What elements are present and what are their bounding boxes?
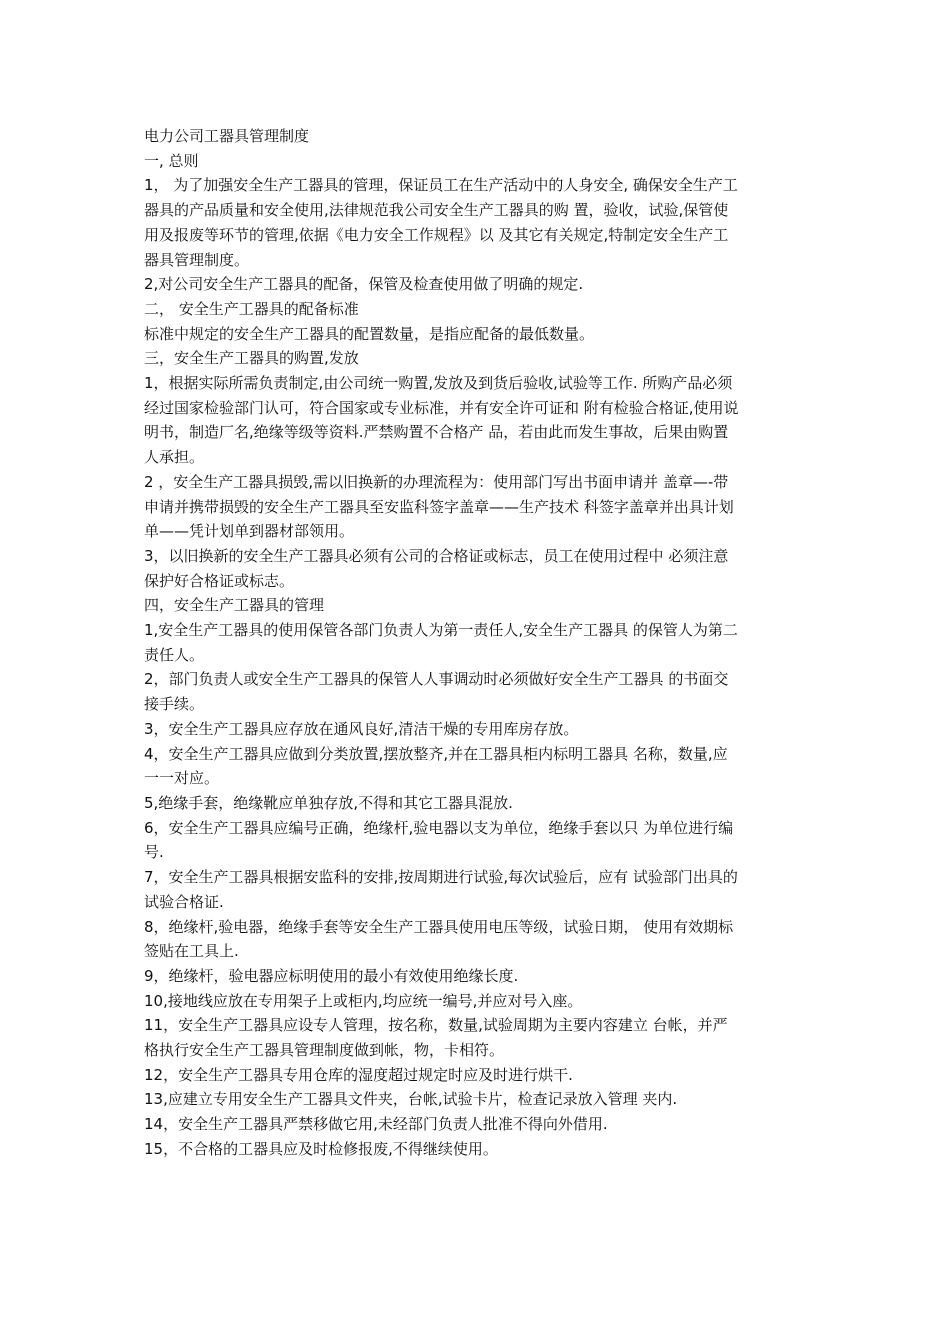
text-line: 接手续。 (144, 695, 205, 714)
text-line: 三，安全生产工器具的购置,发放 (144, 349, 359, 368)
text-line: 签贴在工具上. (144, 942, 239, 961)
text-line: 12，安全生产工器具专用仓库的湿度超过规定时应及时进行烘干. (144, 1065, 573, 1084)
text-line: 标准中规定的安全生产工器具的配置数量，是指应配备的最低数量。 (144, 324, 595, 343)
text-line: 10,接地线应放在专用架子上或柜内,均应统一编号,并应对号入座。 (144, 991, 583, 1010)
text-line: 1,安全生产工器具的使用保管各部门负责人为第一责任人,安全生产工器具 的保管人为第二 (144, 621, 738, 640)
text-line: 格执行安全生产工器具管理制度做到帐，物，卡相符。 (144, 1041, 505, 1060)
text-line: 1， 为了加强安全生产工器具的管理，保证员工在生产活动中的人身安全, 确保安全生产工 (144, 176, 738, 195)
text-line: 二， 安全生产工器具的配备标准 (144, 299, 359, 318)
text-line: 2,对公司安全生产工器具的配备，保管及检查使用做了明确的规定. (144, 275, 584, 294)
text-line: 8，绝缘杆,验电器，绝缘手套等安全生产工器具使用电压等级，试验日期， 使用有效期标 (144, 917, 734, 936)
text-line: 一, 总则 (144, 151, 199, 170)
text-line: 经过国家检验部门认可，符合国家或专业标准，并有安全许可证和 附有检验合格证,使用说 (144, 398, 739, 417)
text-line: 申请并携带损毁的安全生产工器具至安监科签字盖章——生产技术 科签字盖章并出具计划 (144, 497, 734, 516)
text-line: 号. (144, 843, 164, 862)
document-lines (144, 149, 814, 1162)
document-body (144, 124, 814, 1162)
text-line: 器具管理制度。 (144, 250, 250, 269)
text-line: 15，不合格的工器具应及时检修报废,不得继续使用。 (144, 1139, 498, 1158)
text-line: 1，根据实际所需负责制定,由公司统一购置,发放及到货后验收,试验等工作. 所购产品必须 (144, 374, 733, 393)
text-line: 四，安全生产工器具的管理 (144, 596, 325, 615)
text-line: 单——凭计划单到器材部领用。 (144, 522, 355, 541)
text-line: 用及报废等环节的管理,依据《电力安全工作规程》以 及其它有关规定,特制定安全生产工 (144, 225, 729, 244)
text-line: 一一对应。 (144, 769, 220, 788)
text-line: 3，安全生产工器具应存放在通风良好,清洁干燥的专用库房存放。 (144, 719, 579, 738)
text-line: 9，绝缘杆，验电器应标明使用的最小有效使用绝缘长度. (144, 966, 519, 985)
text-line: 14，安全生产工器具严禁移做它用,未经部门负责人批准不得向外借用. (144, 1115, 608, 1134)
text-line: 3，以旧换新的安全生产工器具必须有公司的合格证或标志，员工在使用过程中 必须注意 (144, 546, 729, 565)
text-line: 7，安全生产工器具根据安监科的安排,按周期进行试验,每次试验后，应有 试验部门出具的 (144, 868, 738, 887)
text-line: 5,绝缘手套，绝缘靴应单独存放,不得和其它工器具混放. (144, 793, 513, 812)
text-line: 试验合格证. (144, 892, 224, 911)
document-title: 电力公司工器具管理制度 (144, 127, 310, 145)
text-line: 2，部门负责人或安全生产工器具的保管人人事调动时必须做好安全生产工器具 的书面交 (144, 670, 729, 689)
text-line: 人承担。 (144, 448, 205, 467)
text-line: 4，安全生产工器具应做到分类放置,摆放整齐,并在工器具柜内标明工器具 名称，数量,应 (144, 744, 728, 763)
text-line: 器具的产品质量和安全使用,法律规范我公司安全生产工器具的购 置，验收，试验,保管使 (144, 201, 729, 220)
text-line: 2 ，安全生产工器具损毁,需以旧换新的办理流程为：使用部门写出书面申请并 盖章—-带 (144, 472, 729, 491)
text-line: 6，安全生产工器具应编号正确，绝缘杆,验电器以支为单位，绝缘手套以只 为单位进行编 (144, 818, 734, 837)
text-line: 责任人。 (144, 645, 205, 664)
text-line: 保护好合格证或标志。 (144, 571, 295, 590)
text-line: 明书，制造厂名,绝缘等级等资料.严禁购置不合格产 品，若由此而发生事故，后果由购置 (144, 423, 729, 442)
text-line: 11，安全生产工器具应设专人管理，按名称，数量,试验周期为主要内容建立 台帐，并严 (144, 1016, 728, 1035)
text-line: 13,应建立专用安全生产工器具文件夹，台帐,试验卡片，检查记录放入管理 夹内. (144, 1090, 678, 1109)
